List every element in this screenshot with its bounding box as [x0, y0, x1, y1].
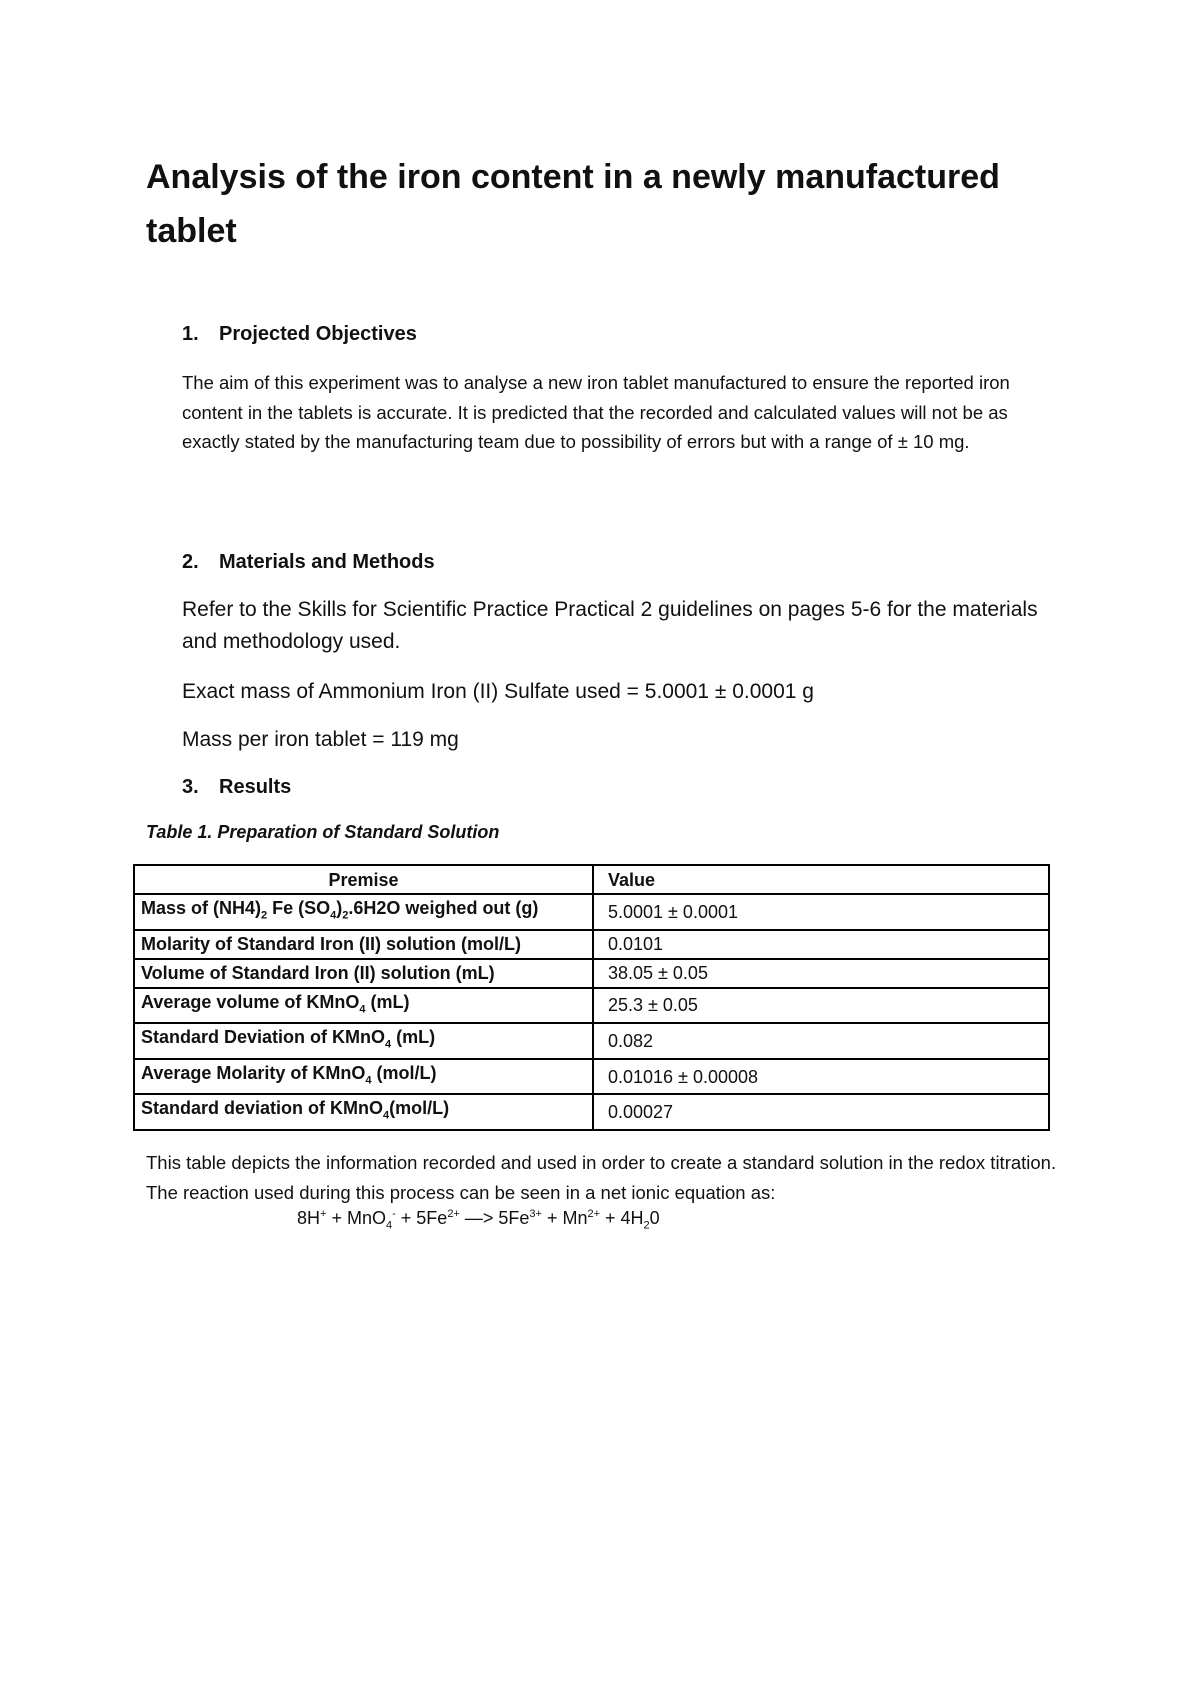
subscript: 4: [383, 1109, 390, 1122]
subscript: 4: [359, 1003, 366, 1016]
superscript: -: [392, 1208, 396, 1220]
premise-text: (mol/L): [389, 1098, 450, 1119]
premise-cell: Molarity of Standard Iron (II) solution (mol/L): [134, 930, 593, 959]
table-description-paragraph: This table depicts the information recorded and used in order to create a standard solution in the redox titration. The reaction used during this process can be seen in a net ionic equation as:: [146, 1152, 1057, 1203]
equation-term: + 5Fe: [395, 1208, 448, 1228]
superscript: 2+: [587, 1208, 601, 1220]
ammonium-iron-mass-line: Exact mass of Ammonium Iron (II) Sulfate used = 5.0001 ± 0.0001 g: [182, 680, 814, 703]
table-row: [134, 894, 1049, 930]
section-title: Projected Objectives: [219, 323, 417, 345]
premise-cell: [134, 988, 593, 1024]
premise-text: Standard deviation of KMnO: [141, 1098, 384, 1119]
table-caption: Table 1. Preparation of Standard Solution: [146, 822, 500, 842]
subscript: 2: [643, 1219, 650, 1232]
document-title: Analysis of the iron content in a newly manufactured tablet: [146, 158, 1000, 250]
premise-text: Mass of (NH4): [141, 898, 262, 918]
premise-text: Average volume of KMnO: [141, 991, 360, 1012]
equation-term: —> 5Fe: [459, 1208, 530, 1228]
subscript: 2: [342, 909, 349, 922]
subscript: 4: [365, 1074, 372, 1087]
value-cell: 0.01016 ± 0.00008: [593, 1059, 1049, 1095]
value-cell: 0.00027: [593, 1094, 1049, 1130]
value-cell: 25.3 ± 0.05: [593, 988, 1049, 1024]
premise-text: ): [336, 898, 343, 918]
value-cell: 0.0101: [593, 930, 1049, 959]
premise-text: Average Molarity of KMnO: [141, 1062, 366, 1083]
premise-text: (mL): [365, 991, 410, 1012]
premise-text: Standard Deviation of KMnO: [141, 1027, 386, 1048]
equation-term: 8H: [297, 1208, 321, 1228]
superscript: 3+: [529, 1208, 542, 1220]
superscript: +: [320, 1208, 327, 1220]
table-row: [134, 1023, 1049, 1059]
table-header-row: [134, 865, 1049, 894]
column-header-value: Value: [593, 865, 1049, 894]
section-number: 1.: [182, 323, 199, 345]
section-number: 2.: [182, 551, 199, 573]
premise-text: .6H2O weighed out (g): [348, 898, 539, 918]
net-ionic-equation: [297, 1208, 660, 1232]
column-header-premise: Premise: [134, 865, 593, 894]
table-row: [134, 1094, 1049, 1130]
superscript: 2+: [447, 1208, 460, 1220]
premise-text: Fe (SO: [267, 898, 331, 918]
table-row: [134, 959, 1049, 988]
table-row: [134, 1059, 1049, 1095]
tablet-mass-line: Mass per iron tablet = 119 mg: [182, 728, 459, 751]
section-title: Results: [219, 776, 292, 798]
premise-cell: [134, 894, 593, 930]
subscript: 4: [385, 1038, 392, 1051]
equation-term: + 4H: [600, 1208, 644, 1228]
premise-cell: [134, 1059, 593, 1095]
section-number: 3.: [182, 776, 199, 798]
premise-cell: [134, 1094, 593, 1130]
subscript: 2: [261, 909, 268, 922]
table-row: [134, 988, 1049, 1024]
value-cell: 0.082: [593, 1023, 1049, 1059]
methods-reference-paragraph: Refer to the Skills for Scientific Practice Practical 2 guidelines on pages 5-6 for the materials and methodology used.: [182, 598, 1038, 653]
standard-solution-table: [133, 864, 1050, 1131]
equation-term: + Mn: [541, 1208, 588, 1228]
premise-cell: [134, 1023, 593, 1059]
premise-cell: Volume of Standard Iron (II) solution (mL): [134, 959, 593, 988]
premise-text: (mol/L): [371, 1062, 437, 1083]
subscript: 4: [385, 1219, 393, 1232]
section-title: Materials and Methods: [219, 551, 435, 573]
value-cell: 5.0001 ± 0.0001: [593, 894, 1049, 930]
value-cell: 38.05 ± 0.05: [593, 959, 1049, 988]
equation-term: + MnO: [326, 1208, 386, 1228]
table-row: [134, 930, 1049, 959]
equation-term: 0: [649, 1208, 660, 1228]
objectives-paragraph: The aim of this experiment was to analyse a new iron tablet manufactured to ensure the reported iron content in the tablets is accurate. It is predicted that the recorded and calculated values will not be as exactly stated by the manufacturing team due to possibility of errors but with a range of ± 10 mg.: [182, 372, 1010, 452]
subscript: 4: [330, 909, 337, 922]
premise-text: (mL): [391, 1027, 436, 1048]
